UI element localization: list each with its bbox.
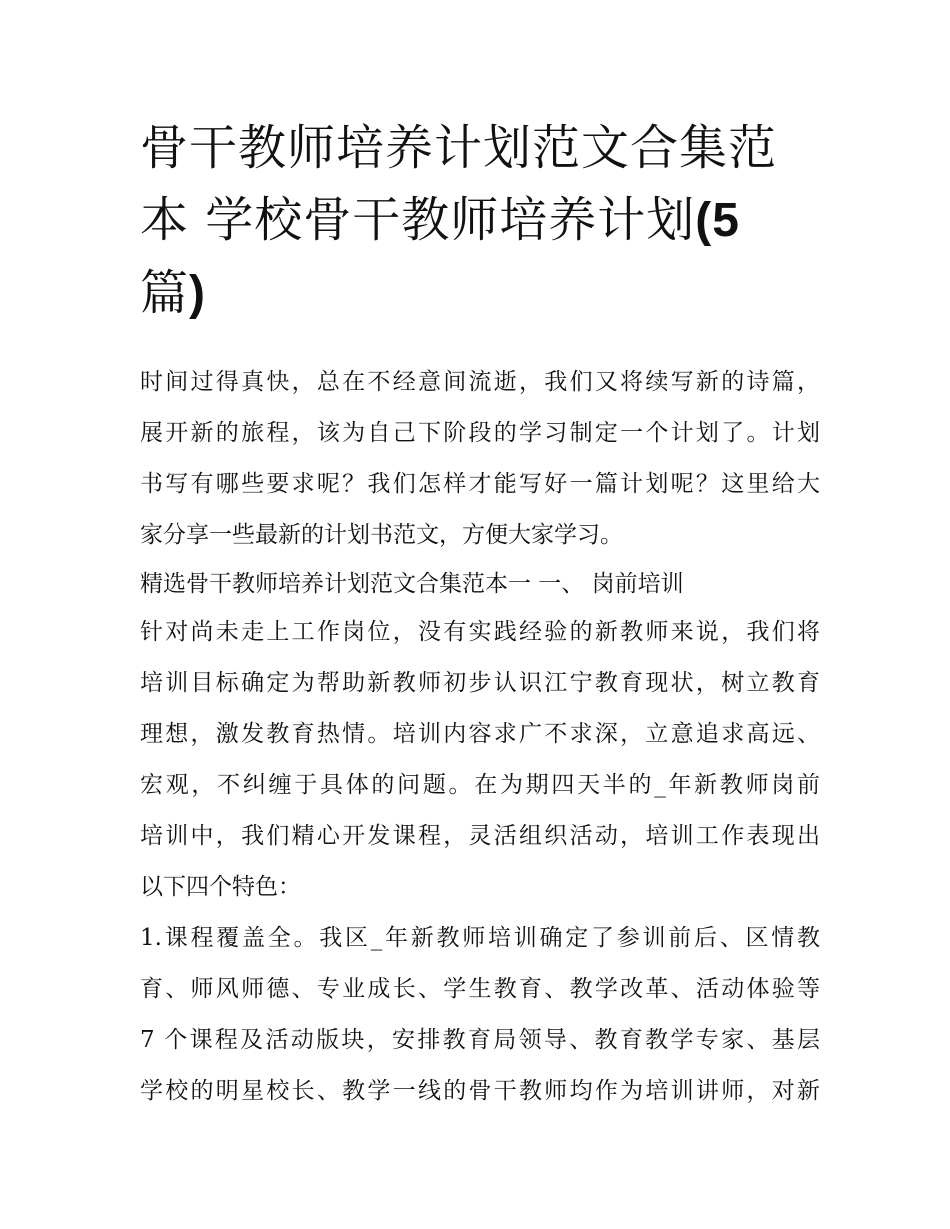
- section-heading: 精选骨干教师培养计划范文合集范本一 一、 岗前培训: [140, 571, 684, 597]
- paragraph-1-line-3: 理想，激发教育热情。培训内容求广不求深，立意追求高远、: [140, 721, 820, 747]
- paragraph-2-line-2: 育、师风师德、专业成长、学生教育、教学改革、活动体验等: [140, 976, 820, 1002]
- paragraph-2-line-3: 7 个课程及活动版块，安排教育局领导、教育教学专家、基层: [140, 1027, 820, 1053]
- paragraph-2-line-1: 1.课程覆盖全。我区_年新教师培训确定了参训前后、区情教: [140, 925, 820, 951]
- title-line-2: 本 学校骨干教师培养计划(5: [140, 192, 740, 248]
- paragraph-1-line-6: 以下四个特色：: [140, 874, 301, 900]
- paragraph-2-line-4: 学校的明星校长、教学一线的骨干教师均作为培训讲师，对新: [140, 1078, 820, 1104]
- intro-line-3: 书写有哪些要求呢？我们怎样才能写好一篇计划呢？这里给大: [140, 471, 820, 497]
- intro-line-4: 家分享一些最新的计划书范文，方便大家学习。: [140, 522, 623, 548]
- paragraph-1-line-5: 培训中，我们精心开发课程，灵活组织活动，培训工作表现出: [140, 823, 820, 849]
- intro-paragraph: [140, 357, 820, 561]
- paragraph-2: [140, 913, 820, 1117]
- title-line-3: 篇): [140, 265, 206, 321]
- paragraph-1-line-2: 培训目标确定为帮助新教师初步认识江宁教育现状，树立教育: [140, 670, 820, 696]
- paragraph-1: [140, 607, 820, 913]
- document-body: [140, 357, 820, 1117]
- document-title: [140, 112, 820, 330]
- title-line-1: 骨干教师培养计划范文合集范: [140, 120, 778, 176]
- paragraph-1-line-1: 针对尚未走上工作岗位，没有实践经验的新教师来说，我们将: [140, 619, 820, 645]
- intro-line-2: 展开新的旅程，该为自己下阶段的学习制定一个计划了。计划: [140, 420, 820, 446]
- paragraph-1-line-4: 宏观，不纠缠于具体的问题。在为期四天半的_年新教师岗前: [140, 772, 820, 798]
- intro-line-1: 时间过得真快，总在不经意间流逝，我们又将续写新的诗篇，: [140, 369, 820, 395]
